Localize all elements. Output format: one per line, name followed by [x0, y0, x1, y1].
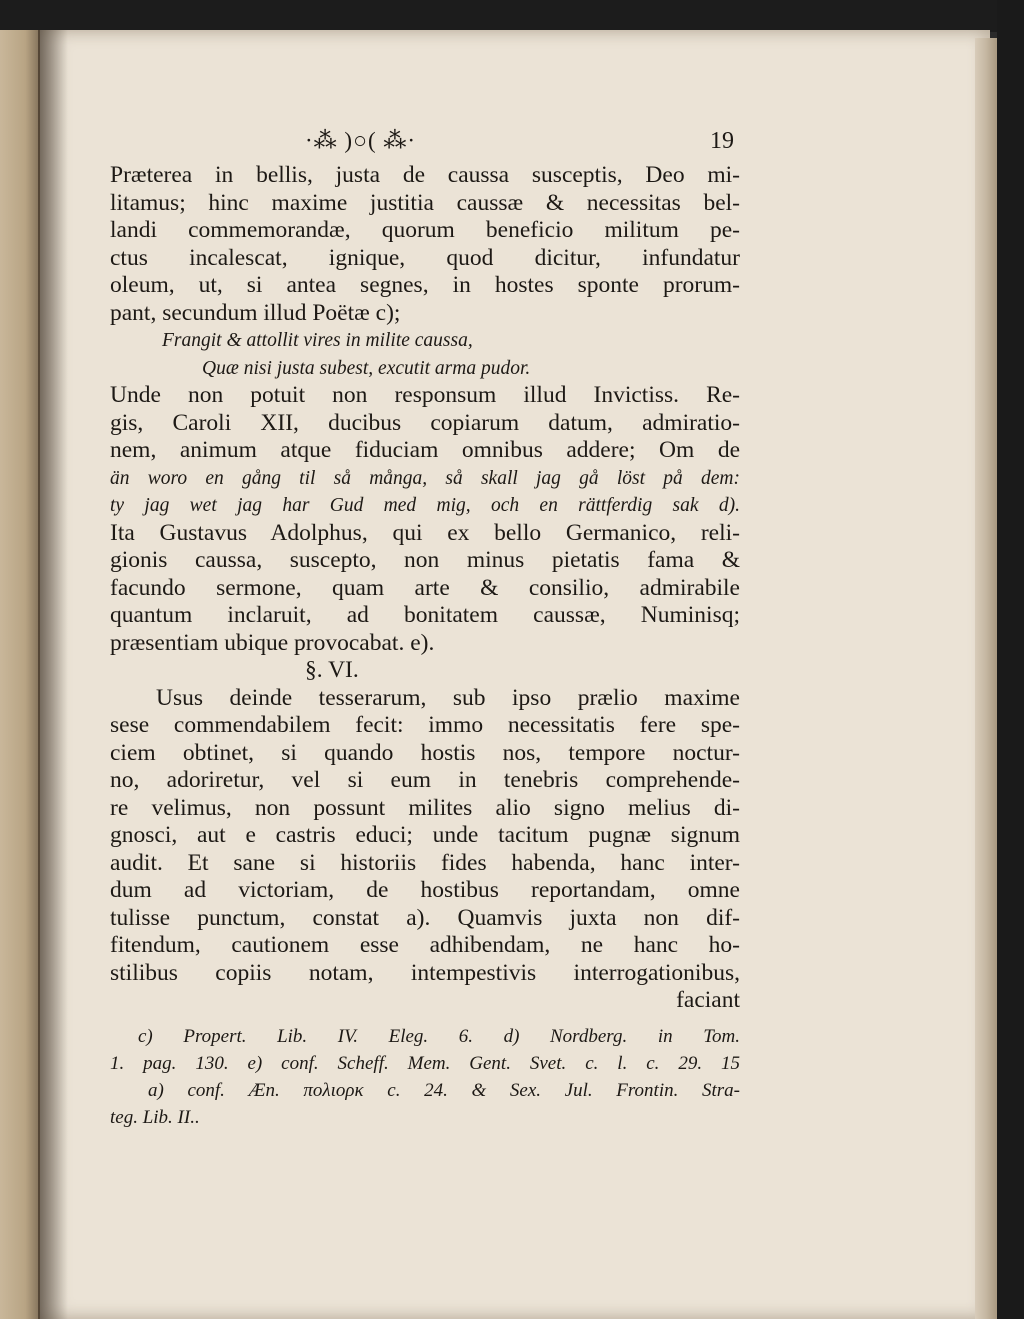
text-line: ciem obtinet, si quando hostis nos, tempore noctur-: [110, 739, 740, 766]
text-line: stilibus copiis notam, intempestivis interrogationibus,: [110, 959, 740, 986]
running-header: [110, 128, 740, 162]
text-line: gnosci, aut e castris educi; unde tacitum pugnæ signum: [110, 822, 740, 848]
text-line: ctus incalescat, ignique, quod dicitur, infundatur: [110, 244, 740, 271]
verse-quotation: [110, 327, 740, 382]
verse-line: Quæ nisi justa subest, excutit arma pudor.: [202, 357, 531, 379]
text-line: sese commendabilem fecit: immo necessitatis fere spe-: [110, 712, 740, 738]
text-line: Ita Gustavus Adolphus, qui ex bello Germanico, reli-: [110, 519, 740, 546]
page-text: [110, 128, 740, 1131]
footnote-line: a) conf. Æn. πολιορκ c. 24. & Sex. Jul. Frontin. Stra-: [148, 1079, 740, 1101]
footnotes: [110, 1023, 740, 1131]
text-line: Usus deinde tesserarum, sub ipso prælio maxime: [156, 684, 740, 711]
footnote-line: teg. Lib. II..: [110, 1106, 200, 1128]
paragraph-2: [110, 382, 740, 657]
text-line: Præterea in bellis, justa de caussa susceptis, Deo mi-: [110, 162, 740, 188]
section-heading: §. VI.: [305, 657, 359, 683]
page-number: 19: [710, 128, 734, 154]
paragraph-3: [110, 685, 740, 1015]
catchword: faciant: [676, 987, 740, 1013]
spine-shadow: [38, 30, 68, 1319]
swedish-quote-line: än woro en gång til så många, så skall jag gå löst på dem:: [110, 467, 740, 489]
footnote-line: c) Propert. Lib. IV. Eleg. 6. d) Nordberg. in Tom.: [138, 1025, 740, 1047]
text-line: gionis caussa, suscepto, non minus pietatis fama &: [110, 547, 740, 573]
swedish-quote-line: ty jag wet jag har Gud med mig, och en rättferdig sak d).: [110, 495, 740, 516]
paragraph-1: [110, 162, 740, 327]
text-line: pant, secundum illud Poëtæ c);: [110, 299, 401, 326]
text-line: fitendum, cautionem esse adhibendam, ne hanc ho-: [110, 932, 740, 958]
text-line: no, adoriretur, vel si eum in tenebris comprehende-: [110, 767, 740, 793]
header-ornament: ·⁂ )○( ⁂·: [305, 128, 417, 153]
text-line: tulisse punctum, constat a). Quamvis juxta non dif-: [110, 904, 740, 931]
footnote-line: 1. pag. 130. e) conf. Scheff. Mem. Gent. Svet. c. l. c. 29. 15: [110, 1052, 740, 1074]
text-line: præsentiam ubique provocabat. e).: [110, 629, 435, 656]
text-line: gis, Caroli XII, ducibus copiarum datum, admiratio-: [110, 409, 740, 436]
text-line: oleum, ut, si antea segnes, in hostes sponte prorum-: [110, 272, 740, 298]
text-line: Unde non potuit non responsum illud Invictiss. Re-: [110, 382, 740, 408]
text-line: nem, animum atque fiduciam omnibus addere; Om de: [110, 437, 740, 463]
scan-top-border: [0, 0, 1024, 32]
text-line: litamus; hinc maxime justitia caussæ & necessitas bel-: [110, 189, 740, 216]
text-line: audit. Et sane si historiis fides habenda, hanc inter-: [110, 849, 740, 876]
page-stack-edge: [975, 38, 997, 1319]
text-line: landi commemorandæ, quorum beneficio militum pe-: [110, 217, 740, 243]
text-line: quantum inclaruit, ad bonitatem caussæ, Numinisq;: [110, 602, 740, 628]
facing-page-edge: [0, 30, 42, 1319]
scan-right-border: [997, 0, 1024, 1319]
text-line: re velimus, non possunt milites alio signo melius di-: [110, 794, 740, 821]
text-line: facundo sermone, quam arte & consilio, admirabile: [110, 574, 740, 601]
verse-line: Frangit & attollit vires in milite caussa,: [162, 330, 473, 351]
text-line: dum ad victoriam, de hostibus reportandam, omne: [110, 877, 740, 903]
